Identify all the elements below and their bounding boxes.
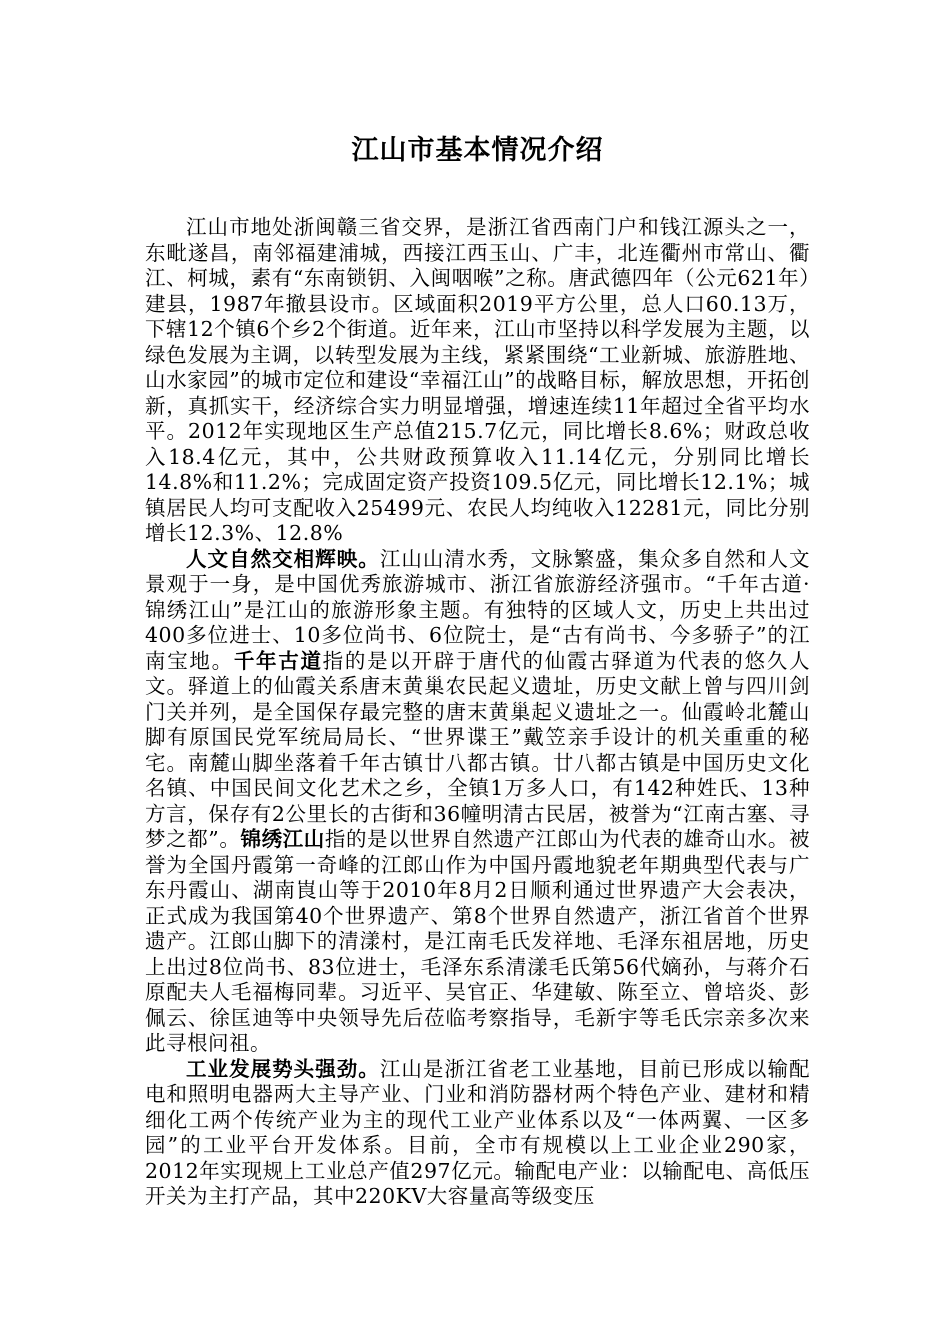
paragraph-culture-nature	[145, 547, 810, 1057]
page-title: 江山市基本情况介绍	[351, 135, 604, 166]
paragraph-culture-nature-text-c: 指的是以世界自然遗产江郎山为代表的雄奇山水。被誉为全国丹霞第一奇峰的江郎山作为中国丹霞地貌老年期典型代表与广东丹霞山、湖南崀山等于2010年8月2日顺利通过世界遗产大会表决，正式成为我国第40个世界遗产、第8个世界自然遗产，浙江省首个世界遗产。江郎山脚下的清漾村，是江南毛氏发祥地、毛泽东祖居地，历史上出过8位尚书、83位进士，毛泽东系清漾毛氏第56代嫡孙，与蒋介石原配夫人毛福梅同辈。习近平、吴官正、华建敏、陈至立、曾培炎、彭佩云、徐匡迪等中央领导先后莅临考察指导，毛新宇等毛氏宗亲多次来此寻根问祖。	[145, 827, 810, 1055]
paragraph-culture-nature-text-b: 指的是以开辟于唐代的仙霞古驿道为代表的悠久人文。驿道上的仙霞关系唐末黄巢农民起义遗址，历史文献上曾与四川剑门关并列，是全国保存最完整的唐末黄巢起义遗址之一。仙霞岭北麓山脚有原国民党军统局局长、“世界谍王”戴笠亲手设计的机关重重的秘宅。南麓山脚坐落着千年古镇廿八都古镇。廿八都古镇是中国历史文化名镇、中国民间文化艺术之乡，全镇1万多人口，有142种姓氏、13种方言，保存有2公里长的古街和36幢明清古民居，被誉为“江南古塞、寻梦之都”。	[145, 648, 810, 851]
paragraph-overview	[145, 215, 810, 547]
paragraph-industry-heading: 工业发展势头强劲。	[186, 1056, 380, 1081]
paragraph-culture-nature-text-a: 江山山清水秀，文脉繁盛，集众多自然和人文景观于一身，是中国优秀旅游城市、浙江省旅游经济强市。“千年古道·锦绣江山”是江山的旅游形象主题。有独特的区域人文，历史上共出过400多位进士、10多位尚书、6位院士，是“古有尚书、今多骄子”的江南宝地。	[145, 546, 811, 673]
document-page	[145, 128, 810, 1210]
keyword-ancient-road: 千年古道	[233, 648, 323, 673]
keyword-splendid-jiangshan: 锦绣江山	[240, 827, 325, 851]
paragraph-culture-nature-heading: 人文自然交相辉映。	[186, 546, 380, 571]
paragraph-overview-text: 江山市地处浙闽赣三省交界，是浙江省西南门户和钱江源头之一，东毗遂昌，南邻福建浦城，西接江西玉山、广丰，北连衢州市常山、衢江、柯城，素有“东南锁钥、入闽咽喉”之称。唐武德四年（公元621年）建县，1987年撤县设市。区域面积2019平方公里，总人口60.13万，下辖12个镇6个乡2个街道。近年来，江山市坚持以科学发展为主题，以绿色发展为主调，以转型发展为主线，紧紧围绕“工业新城、旅游胜地、山水家园”的城市定位和建设“幸福江山”的战略目标，解放思想，开拓创新，真抓实干，经济综合实力明显增强，增速连续11年超过全省平均水平。2012年实现地区生产总值215.7亿元，同比增长8.6%；财政总收入18.4亿元，其中，公共财政预算收入11.14亿元，分别同比增长14.8%和11.2%；完成固定资产投资109.5亿元，同比增长12.1%；城镇居民人均可支配收入25499元、农民人均纯收入12281元，同比分别增长12.3%、12.8%	[145, 215, 810, 545]
paragraph-industry-text: 江山是浙江省老工业基地，目前已形成以输配电和照明电器两大主导产业、门业和消防器材两个特色产业、建材和精细化工两个传统产业为主的现代工业产业体系以及“一体两翼、一区多园”的工业平台开发体系。目前，全市有规模以上工业企业290家， 2012年实现规上工业总产值297亿元。输配电产业：以输配电、高低压开关为主打产品，其中220KV大容量高等级变压	[145, 1056, 811, 1208]
paragraph-industry	[145, 1057, 810, 1210]
